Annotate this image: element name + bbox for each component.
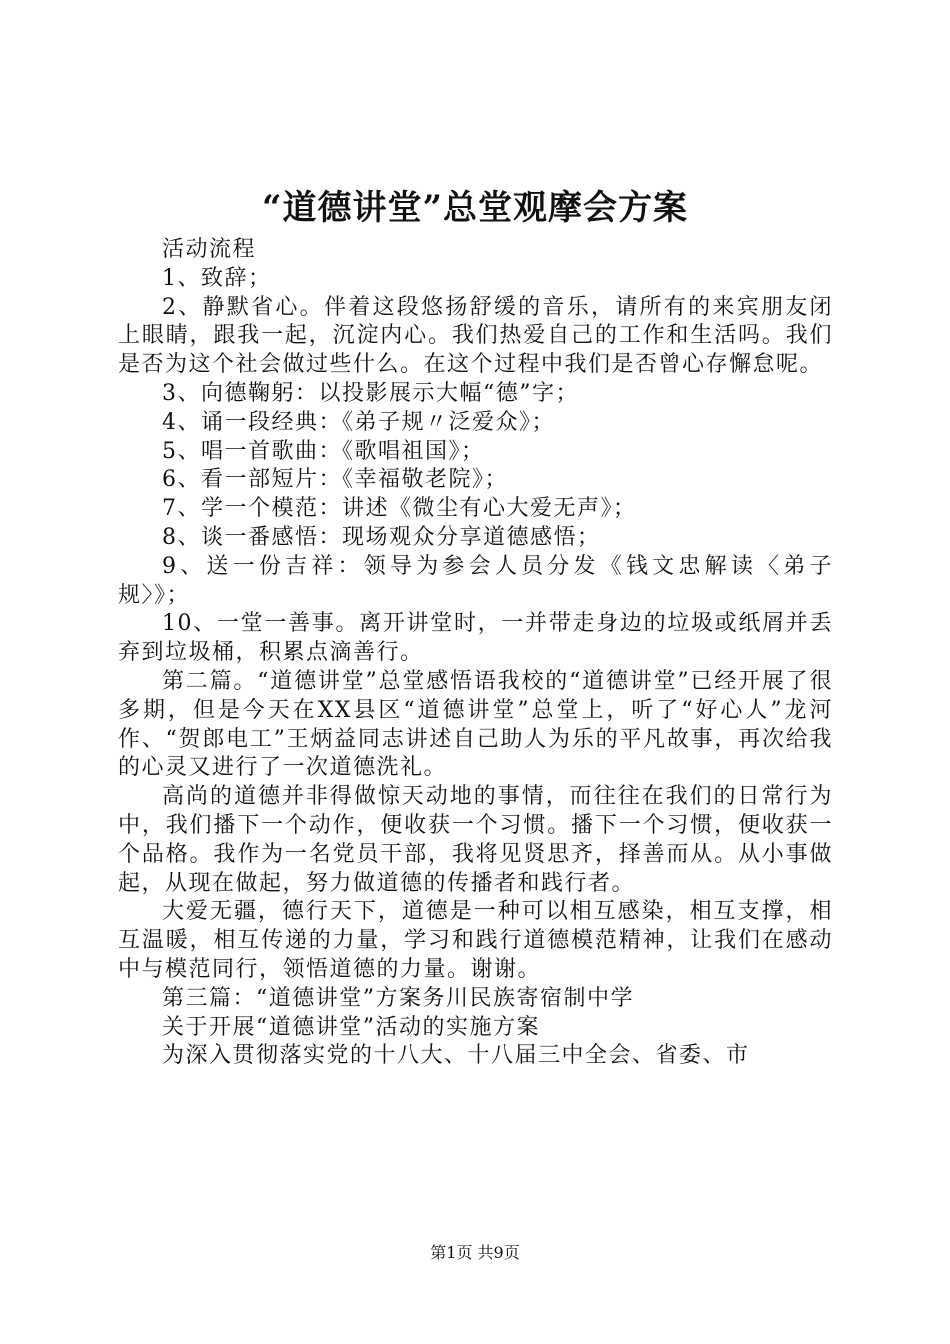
paragraph: 5、唱一首歌曲：《歌唱祖国》； — [162, 438, 485, 464]
paragraph: 第二篇。“道德讲堂”总堂感悟语我校的“道德讲堂”已经开展了很多期，但是今天在XX县区“道德讲堂”总堂上，听了“好心人”龙河作、“贺郎电工”王炳益同志讲述自己助人为乐的平凡故事，再次给我的心灵又进行了一次道德洗礼。 — [118, 668, 833, 781]
paragraph: 高尚的道德并非得做惊天动地的事情，而往往在我们的日常行为中，我们播下一个动作，便收获一个习惯。播下一个习惯，便收获一个品格。我作为一名党员干部，我将见贤思齐，择善而从。从小事做起，从现在做起，努力做道德的传播者和践行者。 — [118, 784, 833, 896]
paragraph: 4、诵一段经典：《弟子规〃泛爱众》； — [162, 409, 555, 435]
paragraph: 2、静默省心。伴着这段悠扬舒缓的音乐，请所有的来宾朋友闭上眼睛，跟我一起，沉淀内心。我们热爱自己的工作和生活吗。我们是否为这个社会做过些什么。在这个过程中我们是否曾心存懈怠呢。 — [118, 294, 833, 378]
paragraph: 第三篇：“道德讲堂”方案务川民族寄宿制中学 — [162, 985, 634, 1011]
paragraph: 8、谈一番感悟：现场观众分享道德感悟； — [162, 524, 601, 550]
paragraph: 7、学一个模范：讲述《微尘有心大爱无声》； — [162, 496, 637, 522]
paragraph: 关于开展“道德讲堂”活动的实施方案 — [162, 1014, 540, 1040]
page-footer: 第1页 共9页 — [430, 1243, 520, 1262]
paragraph: 大爱无疆，德行天下，道德是一种可以相互感染，相互支撑，相互温暖，相互传递的力量，学习和践行道德模范精神，让我们在感动中与模范同行，领悟道德的力量。谢谢。 — [118, 899, 833, 982]
paragraph: 6、看一部短片：《幸福敬老院》； — [162, 467, 508, 493]
paragraph: 为深入贯彻落实党的十八大、十八届三中全会、省委、市 — [162, 1043, 750, 1069]
paragraph: 3、向德鞠躬：以投影展示大幅“德”字； — [162, 380, 579, 406]
paragraph: 10、一堂一善事。离开讲堂时，一并带走身边的垃圾或纸屑并丢弃到垃圾桶，积累点滴善行。 — [118, 611, 833, 666]
paragraph: 活动流程 — [162, 237, 257, 262]
document-title: “道德讲堂”总堂观摩会方案 — [261, 188, 689, 228]
paragraph: 9、送一份吉祥：领导为参会人员分发《钱文忠解读〈弟子规〉》； — [118, 553, 833, 608]
paragraph: 1、致辞； — [162, 265, 272, 291]
document-body — [118, 236, 833, 1071]
